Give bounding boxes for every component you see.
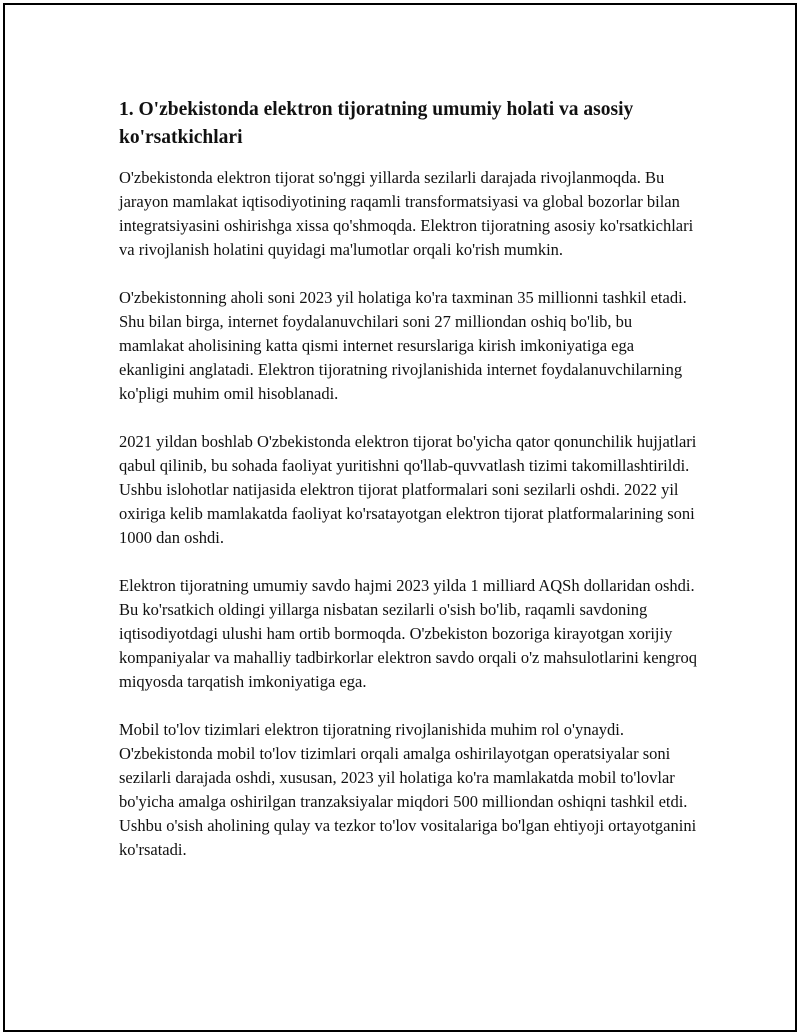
document-page [3,3,797,1032]
paragraph-legislation: 2021 yildan boshlab O'zbekistonda elektron tijorat bo'yicha qator qonunchilik hujjatlari qabul qilinib, bu sohada faoliyat yuritishni qo'llab-quvvatlash tizimi takomillashtirildi. Ushbu islohotlar natijasida elektron tijorat platformalari soni sezilarli oshdi. 2022 yil oxiriga kelib mamlakatda faoliyat ko'rsatayotgan elektron tijorat platformalarining soni 1000 dan oshdi. [119,432,697,547]
paragraph-mobile-payments: Mobil to'lov tizimlari elektron tijoratning rivojlanishida muhim rol o'ynaydi. O'zbekistonda mobil to'lov tizimlari orqali amalga oshirilayotgan operatsiyalar soni sezilarli darajada oshdi, xususan, 2023 yil holatiga ko'ra mamlakatda mobil to'lovlar bo'yicha amalga oshirilgan tranzaksiyalar miqdori 500 milliondan oshiqni tashkil etdi. Ushbu o'sish aholining qulay va tezkor to'lov vositalariga bo'lgan ehtiyoji ortayotganini ko'rsatadi. [119,720,697,859]
document-body [119,96,699,886]
paragraph-population: O'zbekistonning aholi soni 2023 yil holatiga ko'ra taxminan 35 millionni tashkil etadi. Shu bilan birga, internet foydalanuvchilari soni 27 milliondan oshiq bo'lib, bu mamlakat aholisining katta qismi internet resurslariga kirish imkoniyatiga ega ekanligini anglatadi. Elektron tijoratning rivojlanishida internet foydalanuvchilarning ko'pligi muhim omil hisoblanadi. [119,288,687,403]
paragraph-trade-volume: Elektron tijoratning umumiy savdo hajmi 2023 yilda 1 milliard AQSh dollaridan oshdi. Bu ko'rsatkich oldingi yillarga nisbatan sezilarli o'sish bo'lib, raqamli savdoning iqtisodiyotdagi ulushi ham ortib bormoqda. O'zbekiston bozoriga kirayotgan xorijiy kompaniyalar va mahalliy tadbirkorlar elektron savdo orqali o'z mahsulotlarini kengroq miqyosda tarqatish imkoniyatiga ega. [119,576,698,691]
paragraph-intro: O'zbekistonda elektron tijorat so'nggi yillarda sezilarli darajada rivojlanmoqda. Bu jarayon mamlakat iqtisodiyotining raqamli transformatsiyasi va global bozorlar bilan integratsiyasini oshirishga xissa qo'shmoqda. Elektron tijoratning asosiy ko'rsatkichlari va rivojlanish holatini quyidagi ma'lumotlar orqali ko'rish mumkin. [119,168,694,259]
section-heading: 1. O'zbekistonda elektron tijoratning umumiy holati va asosiy ko'rsatkichlari [119,99,634,148]
